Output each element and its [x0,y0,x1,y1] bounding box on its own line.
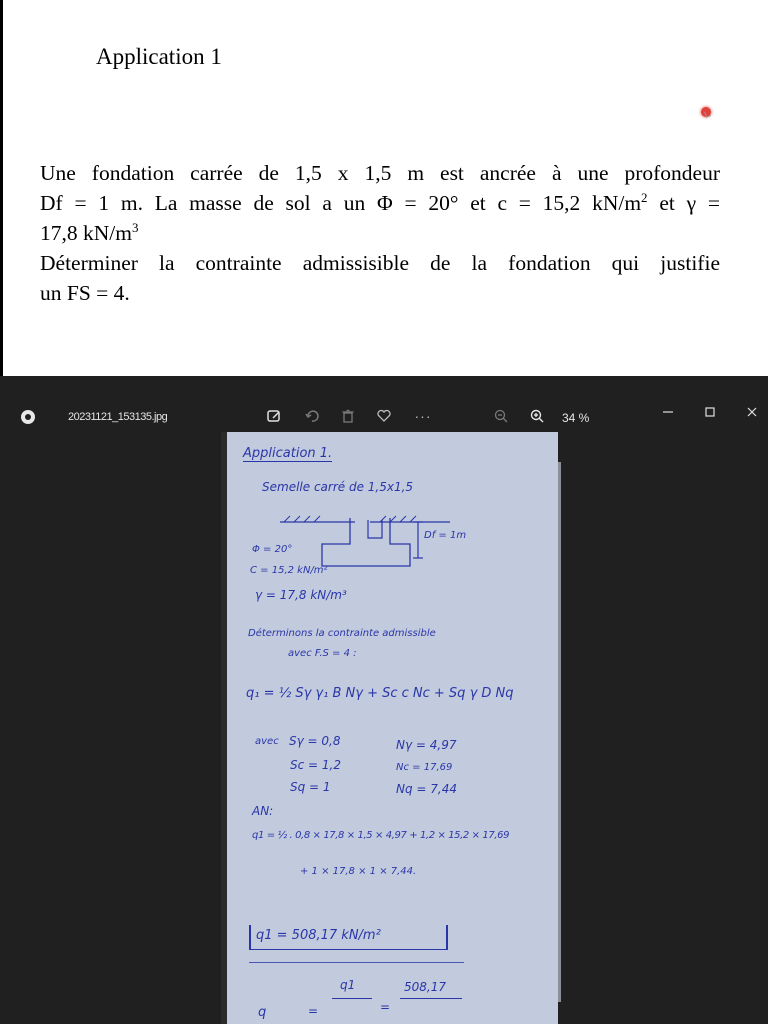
question-line-1: Déterminer la contrainte admissisible de la fondation qui justifie [40,251,720,275]
hw-formula: q₁ = ½ Sγ γ₁ B Nγ + Sc c Nc + Sq γ D Nq [246,686,514,701]
delete-icon[interactable] [338,406,358,426]
zoom-in-icon[interactable] [527,406,547,426]
hw-c: C = 15,2 kN/m² [250,565,328,576]
hw-df: Df = 1m [424,530,467,541]
hw-bottom-q: q [258,1005,267,1020]
hw-result: q1 = 508,17 kN/m² [256,928,381,943]
edit-icon[interactable] [264,406,284,426]
photos-app-icon [21,410,35,424]
maximize-icon[interactable] [698,402,722,422]
photo-viewer-window [0,376,768,1024]
hw-n-c: Nc = 17,69 [396,762,453,773]
zoom-level[interactable]: 34 % [562,411,590,425]
zoom-out-icon[interactable] [491,406,511,426]
hw-an: AN: [252,804,274,818]
slide-body [40,158,720,308]
hw-an-line-1: q1 = ½ . 0,8 × 17,8 × 1,5 × 4,97 + 1,2 × 15,2 × 17,69 [252,830,510,841]
question-line-2: un FS = 4. [40,281,130,305]
hw-separator [249,962,464,963]
hw-s-q: Sq = 1 [290,780,331,794]
hw-n-gamma: Nγ = 4,97 [396,738,457,752]
problem-line-2: Df = 1 m. La masse de sol a un Φ = 20° et c = 15,2 $kN/m^2$ et γ = [40,189,720,215]
hw-an-line-2: + 1 × 17,8 × 1 × 7,44. [300,866,417,877]
minimize-icon[interactable] [656,402,680,422]
hw-bottom-val: 508,17 [404,980,446,994]
hw-frac-line-1 [332,998,372,999]
more-icon[interactable]: ··· [414,408,432,424]
favorite-icon[interactable] [374,406,394,426]
hw-gamma: γ = 17,8 kN/m³ [255,588,347,602]
hw-bottom-eq2: = [380,1000,391,1014]
photo-canvas[interactable] [0,432,768,1024]
problem-line-1: Une fondation carrée de 1,5 x 1,5 m est ancrée à une profondeur [40,161,720,185]
hw-frac-line-2 [400,998,462,999]
presentation-slide [0,0,768,376]
file-name: 20231121_153135.jpg [68,411,168,423]
hw-heading: Application 1. [243,446,333,461]
hw-n-q: Nq = 7,44 [396,782,457,796]
hw-s-c: Sc = 1,2 [290,758,341,772]
close-icon[interactable] [740,402,764,422]
problem-line-3: 17,8 $kN/m^3$ [40,219,139,245]
hw-bottom-num: q1 [340,978,356,992]
hw-bottom-eq: = [308,1004,319,1018]
laser-pointer-icon [701,107,711,117]
hw-semelle: Semelle carré de 1,5x1,5 [262,480,414,494]
hw-determinons-2: avec F.S = 4 : [288,648,357,659]
hw-phi: Φ = 20° [252,544,293,555]
slide-title: Application 1 [96,44,222,69]
hw-avec: avec [255,736,279,747]
hw-determinons-1: Déterminons la contrainte admissible [248,628,436,639]
rotate-icon[interactable] [302,406,322,426]
hw-s-gamma: Sγ = 0,8 [289,734,341,748]
